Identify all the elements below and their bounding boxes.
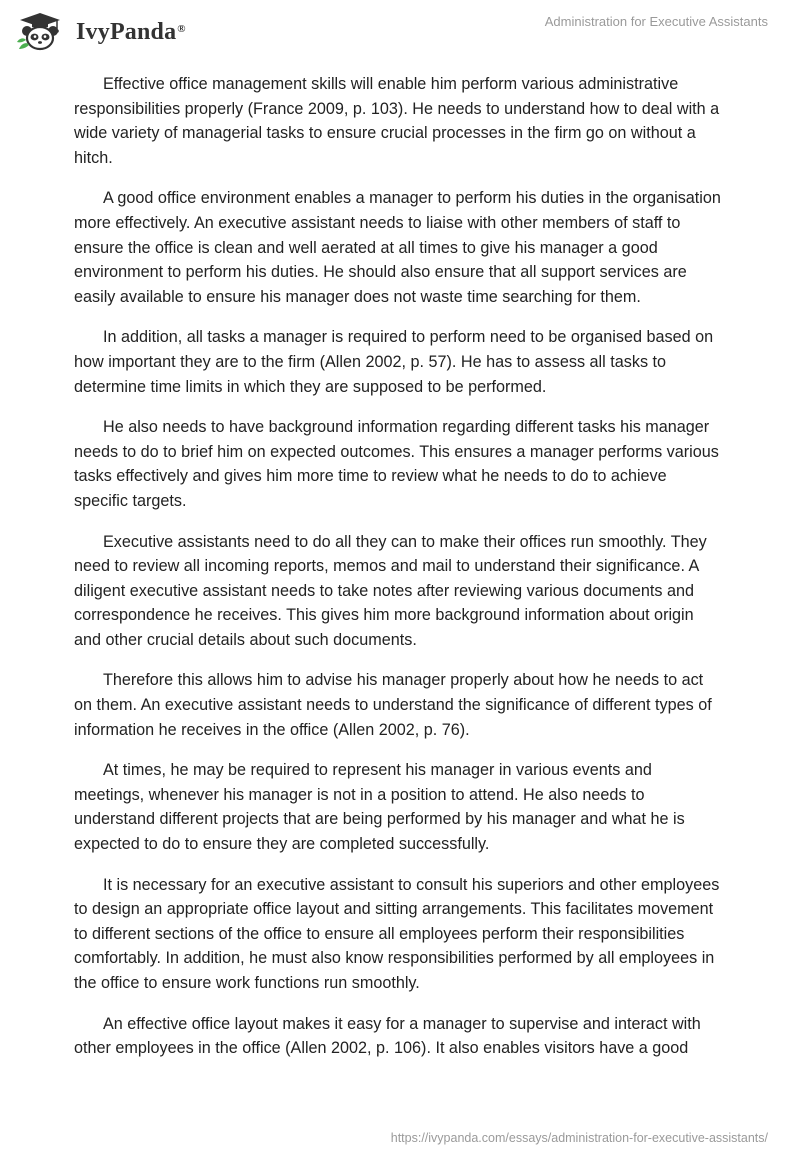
body-paragraph: It is necessary for an executive assistant to consult his superiors and other employees to design an appropriate office layout and sitting arrangements. This facilitates movement to different sections of the office to ensure all employees perform their responsibilities comfortably. In addition, he must also know responsibilities performed by all employees in the office to ensure work functions run smoothly. xyxy=(74,875,720,992)
page-header xyxy=(0,0,800,60)
essay-body xyxy=(74,72,724,1077)
body-paragraph: Effective office management skills will enable him perform various administrative responsibilities properly (France 2009, p. 103). He needs to understand how to deal with a wide variety of managerial tasks to ensure crucial processes in the firm go on without a hitch. xyxy=(74,75,720,167)
brand-name xyxy=(76,19,186,46)
body-paragraph: He also needs to have background information regarding different tasks his manager needs to do to brief him on expected outcomes. This ensures a manager performs various tasks effectively and gives him more time to review what he needs to do to achieve specific targets. xyxy=(74,418,719,510)
ivypanda-logo[interactable] xyxy=(16,10,186,54)
brand-name-text: IvyPanda xyxy=(76,18,177,45)
document-title: Administration for Executive Assistants xyxy=(544,14,768,29)
body-paragraph: Executive assistants need to do all they can to make their offices run smoothly. They need to review all incoming reports, memos and mail to understand their significance. A diligent executive assistant needs to take notes after reviewing various documents and correspondence he receives. This gives him more background information about origin and other crucial details about such documents. xyxy=(74,532,707,649)
body-paragraph: At times, he may be required to represent his manager in various events and meetings, whenever his manager is not in a position to attend. He also needs to understand different projects that are being performed by his manager and what he is expected to do to ensure they are completed successfully. xyxy=(74,761,685,854)
body-paragraph: A good office environment enables a manager to perform his duties in the organisation more effectively. An executive assistant needs to liaise with other members of staff to ensure the office is clean and well aerated at all times to give his manager a good environment to perform his duties. He should also ensure that all support services are easily available to ensure his manager does not waste time searching for them. xyxy=(74,189,721,306)
trademark-symbol: ® xyxy=(177,22,186,35)
panda-graduate-logo-icon xyxy=(16,11,66,53)
body-paragraph: An effective office layout makes it easy for a manager to supervise and interact with other employees in the office (Allen 2002, p. 106). It also enables visitors have a good xyxy=(74,1014,701,1058)
body-paragraph: In addition, all tasks a manager is required to perform need to be organised based on how important they are to the firm (Allen 2002, p. 57). He has to assess all tasks to determine time limits in which they are supposed to be performed. xyxy=(74,328,714,396)
footer-url[interactable]: https://ivypanda.com/essays/administration-for-executive-assistants/ xyxy=(390,1131,768,1145)
body-paragraph: Therefore this allows him to advise his manager properly about how he needs to act on them. An executive assistant needs to understand the significance of different types of information he receives in the office (Allen 2002, p. 76). xyxy=(74,671,712,739)
